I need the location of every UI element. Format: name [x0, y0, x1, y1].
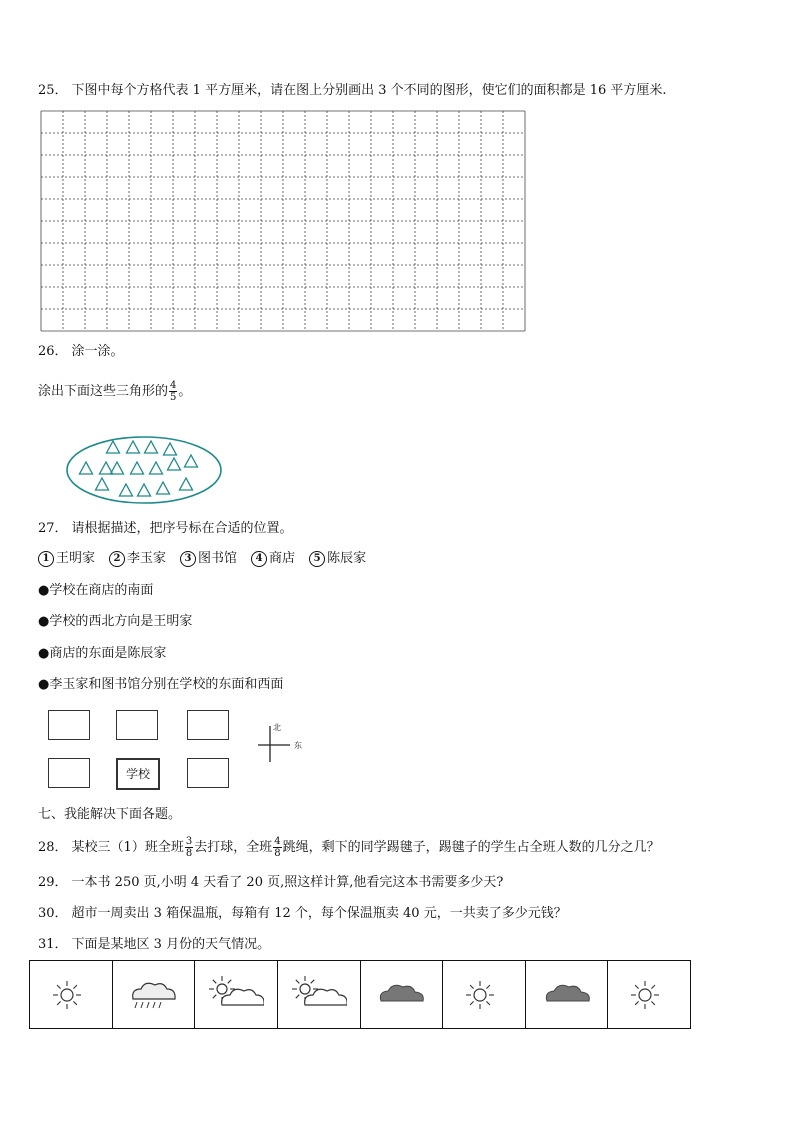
question-text: 一本书 250 页,小明 4 天看了 20 页,照这样计算,他看完这本书需要多少天?	[71, 875, 504, 890]
option-1: 1 王明家	[38, 551, 95, 566]
triangle-shape[interactable]	[100, 462, 113, 474]
question-text: 下面是某地区 3 月份的天气情况。	[71, 937, 271, 952]
fraction-1: $\frac{3}{8}$	[185, 836, 193, 859]
map-box-top-left[interactable]	[48, 710, 90, 740]
triangle-shape[interactable]	[180, 478, 193, 490]
weather-cell	[443, 961, 526, 1028]
question-number: 27．	[38, 521, 68, 536]
question-title: 涂一涂。	[71, 344, 124, 359]
triangles[interactable]	[80, 441, 198, 496]
square-grid[interactable]	[40, 110, 526, 336]
text-part-3: 跳绳，剩下的同学踢毽子，踢毽子的学生占全班人数的几分之几？	[282, 840, 660, 855]
question-number: 28．	[38, 840, 68, 855]
fraction-2: $\frac{4}{8}$	[274, 836, 281, 859]
weather-cell	[113, 961, 196, 1028]
text-part-1: 某校三（1）班全班	[71, 840, 184, 855]
map-box-bottom-left[interactable]	[48, 758, 90, 788]
school-box: 学校	[116, 758, 160, 790]
weather-cell	[361, 961, 444, 1028]
sun-icon	[43, 973, 99, 1017]
question-text: 下图中每个方格代表 1 平方厘米，请在图上分别画出 3 个不同的图形，使它们的面积都是 16 平方厘米.	[71, 83, 667, 98]
option-list	[38, 550, 380, 568]
weather-cell	[195, 961, 278, 1028]
triangle-shape[interactable]	[96, 478, 109, 490]
question-25	[38, 82, 667, 100]
triangle-shape[interactable]	[107, 441, 120, 453]
question-text: 超市一周卖出 3 箱保温瓶，每箱有 12 个，每个保温瓶卖 40 元，一共卖了多少元钱？	[71, 906, 567, 921]
triangle-shape[interactable]	[157, 482, 170, 494]
instruction-text: 涂出下面这些三角形的	[38, 384, 169, 399]
clue-2: ●学校的西北方向是王明家	[38, 614, 193, 629]
sun-icon	[456, 973, 512, 1017]
grid-svg[interactable]	[40, 110, 526, 332]
denominator: 5	[170, 392, 177, 403]
triangle-shape[interactable]	[168, 458, 181, 470]
question-31	[38, 936, 270, 954]
period: 。	[178, 384, 192, 399]
cloud-icon	[539, 973, 595, 1017]
question-26	[38, 343, 124, 361]
text-part-2: 去打球，全班	[194, 840, 273, 855]
question-30	[38, 905, 567, 923]
rain-cloud-icon	[125, 973, 181, 1017]
compass-icon	[256, 718, 306, 768]
question-number: 25．	[38, 83, 68, 98]
triangle-shape[interactable]	[131, 462, 144, 474]
triangle-shape[interactable]	[145, 441, 158, 453]
option-2: 2 李玉家	[109, 551, 166, 566]
question-29	[38, 874, 503, 892]
option-5: 5 陈辰家	[309, 551, 366, 566]
fraction	[169, 380, 177, 403]
triangle-shape[interactable]	[80, 462, 93, 474]
triangle-oval	[64, 434, 224, 506]
sun-cloud-icon	[291, 973, 347, 1017]
north-label: 北	[273, 723, 281, 732]
question-number: 30．	[38, 906, 68, 921]
clue-4: ●李玉家和图书馆分别在学校的东面和西面	[38, 677, 284, 692]
triangle-shape[interactable]	[127, 441, 140, 453]
map-box-top-right[interactable]	[187, 710, 229, 740]
map-box-bottom-right[interactable]	[187, 758, 229, 788]
numerator: 4	[170, 380, 177, 391]
weather-cell	[608, 961, 690, 1028]
triangle-shape[interactable]	[185, 455, 198, 467]
triangle-shape[interactable]	[111, 462, 124, 474]
question-26-instruction	[38, 380, 191, 403]
weather-cell	[278, 961, 361, 1028]
option-4: 4 商店	[251, 551, 295, 566]
triangle-shape[interactable]	[120, 484, 133, 496]
question-text: 请根据描述，把序号标在合适的位置。	[71, 521, 293, 536]
question-number: 31．	[38, 937, 68, 952]
question-27	[38, 520, 293, 538]
cloud-icon	[373, 973, 429, 1017]
question-number: 26．	[38, 344, 68, 359]
clue-3: ●商店的东面是陈辰家	[38, 646, 167, 661]
sun-icon	[621, 973, 677, 1017]
east-label: 东	[294, 741, 302, 750]
section-heading: 七、我能解决下面各题。	[38, 807, 182, 822]
weather-table	[29, 960, 691, 1029]
option-3: 3 图书馆	[180, 551, 237, 566]
triangle-shape[interactable]	[164, 443, 177, 455]
question-number: 29．	[38, 875, 68, 890]
weather-cell	[30, 961, 113, 1028]
triangle-shape[interactable]	[138, 484, 151, 496]
triangle-shape[interactable]	[150, 462, 163, 474]
weather-cell	[526, 961, 609, 1028]
sun-cloud-icon	[208, 973, 264, 1017]
clue-1: ●学校在商店的南面	[38, 583, 154, 598]
question-28	[38, 836, 660, 859]
map-box-top-middle[interactable]	[116, 710, 158, 740]
